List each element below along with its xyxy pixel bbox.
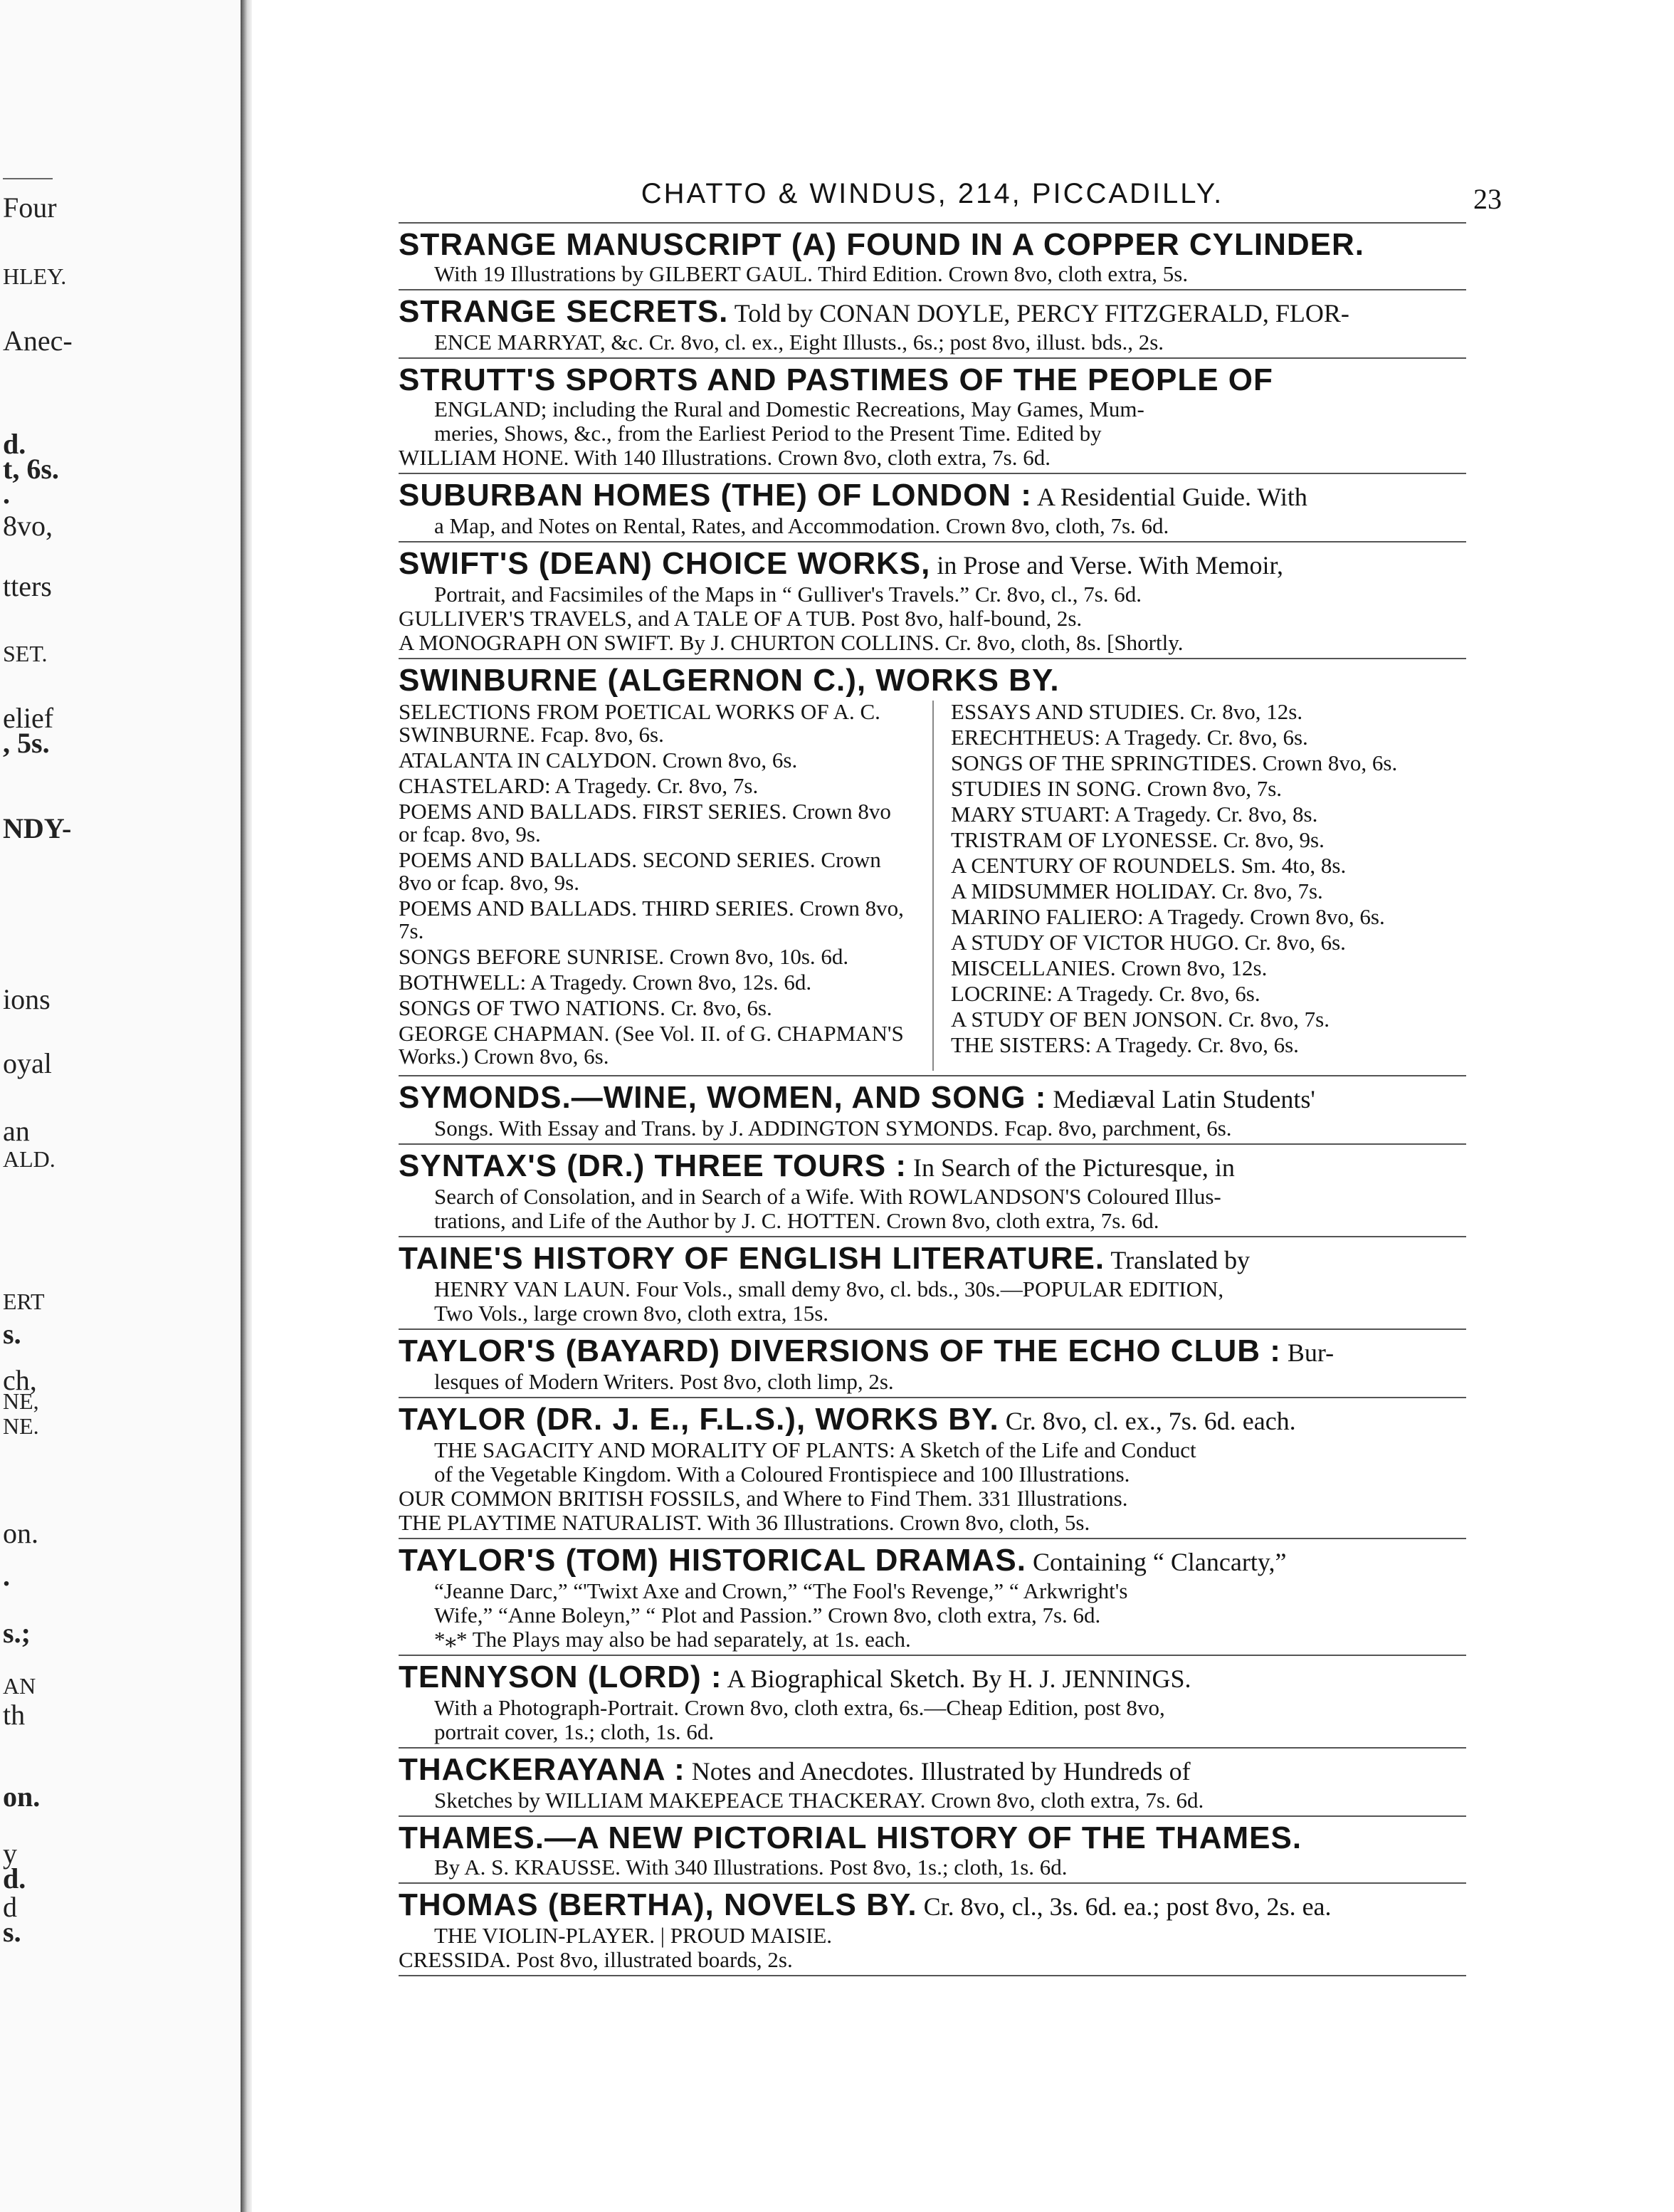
- swinburne-title: ERECHTHEUS: A Tragedy. Cr. 8vo, 6s.: [951, 725, 1308, 750]
- entry-heading: TAYLOR (DR. J. E., F.L.S.), WORKS BY.: [399, 1402, 999, 1437]
- gutter-fragment: an: [3, 1115, 30, 1147]
- gutter-fragment: d: [3, 1891, 17, 1923]
- header-rule: [399, 222, 1466, 224]
- entry-rule: [399, 1236, 1466, 1237]
- entry-heading-line: [399, 295, 1466, 330]
- gutter-fragment: ALD.: [3, 1146, 56, 1172]
- swinburne-left-column: [399, 701, 911, 1071]
- entry-heading: THOMAS (BERTHA), NOVELS BY.: [399, 1887, 917, 1922]
- entry-detail-line: Search of Consolation, and in Search of a Wife. With ROWLANDSON'S Coloured Illus-: [434, 1184, 1221, 1209]
- gutter-fragment: tters: [3, 570, 52, 602]
- entry-rule: [399, 541, 1466, 542]
- entry-heading-line: [399, 547, 1466, 582]
- catalogue-entry: [399, 363, 1466, 470]
- entry-heading-line: [399, 1660, 1466, 1696]
- entry-heading-line: [399, 228, 1466, 262]
- gutter-fragment: Four: [3, 192, 57, 224]
- catalogue-entry: [399, 1660, 1466, 1744]
- entry-heading-line: [399, 478, 1466, 514]
- entry-heading: THAMES.—A NEW PICTORIAL HISTORY OF THE THAMES.: [399, 1820, 1302, 1855]
- entry-detail-line: With a Photograph-Portrait. Crown 8vo, cloth extra, 6s.—Cheap Edition, post 8vo,: [434, 1695, 1165, 1720]
- entry-rule: [399, 1397, 1466, 1398]
- entry-detail-line: trations, and Life of the Author by J. C. HOTTEN. Crown 8vo, cloth extra, 7s. 6d.: [434, 1208, 1159, 1233]
- entry-heading-line: [399, 1403, 1466, 1438]
- swinburne-entry: [399, 664, 1466, 1071]
- entry-heading: STRANGE SECRETS.: [399, 294, 729, 329]
- swinburne-title: CHASTELARD: A Tragedy. Cr. 8vo, 7s.: [399, 773, 759, 798]
- gutter-fragment: 8vo,: [3, 510, 53, 542]
- book-spine: [241, 0, 252, 2212]
- swinburne-title: LOCRINE: A Tragedy. Cr. 8vo, 6s.: [951, 981, 1260, 1006]
- gutter-fragment: oyal: [3, 1047, 52, 1079]
- entry-detail-line: ENGLAND; including the Rural and Domestic Recreations, May Games, Mum-: [434, 397, 1144, 421]
- entry-detail-line: HENRY VAN LAUN. Four Vols., small demy 8vo, cl. bds., 30s.—POPULAR EDITION,: [434, 1277, 1224, 1301]
- gutter-fragment: ch,: [3, 1364, 37, 1396]
- gutter-fragment: NDY-: [3, 812, 72, 844]
- catalogue-entry: [399, 1242, 1466, 1326]
- entry-detail-line: Two Vols., large crown 8vo, cloth extra, 15s.: [434, 1301, 829, 1326]
- entry-detail-line: lesques of Modern Writers. Post 8vo, cloth limp, 2s.: [434, 1369, 894, 1394]
- swinburne-right-column: [932, 701, 1466, 1071]
- swinburne-title: BOTHWELL: A Tragedy. Crown 8vo, 12s. 6d.: [399, 970, 812, 995]
- gutter-fragment: SET.: [3, 641, 48, 666]
- entry-detail-line: THE PLAYTIME NATURALIST. With 36 Illustrations. Crown 8vo, cloth, 5s.: [399, 1510, 1090, 1535]
- entry-heading: SWINBURNE (ALGERNON C.), WORKS BY.: [399, 663, 1060, 698]
- catalogue-entry: [399, 478, 1466, 538]
- gutter-fragment: .: [3, 478, 10, 510]
- entry-heading-tail: Mediæval Latin Students': [1046, 1085, 1315, 1113]
- swinburne-title: A MIDSUMMER HOLIDAY. Cr. 8vo, 7s.: [951, 879, 1323, 903]
- swinburne-title: A STUDY OF VICTOR HUGO. Cr. 8vo, 6s.: [951, 930, 1346, 955]
- gutter-fragment: Anec-: [3, 325, 73, 357]
- entry-rule: [399, 473, 1466, 474]
- entry-rule: [399, 1882, 1466, 1884]
- entry-detail-line: Wife,” “Anne Boleyn,” “ Plot and Passion.” Crown 8vo, cloth extra, 7s. 6d.: [434, 1603, 1101, 1627]
- entries-block-2: [399, 1081, 1466, 1976]
- swinburne-title: GEORGE CHAPMAN. (See Vol. II. of G. CHAPMAN'S Works.) Crown 8vo, 6s.: [399, 1021, 904, 1069]
- swinburne-title: SONGS BEFORE SUNRISE. Crown 8vo, 10s. 6d.: [399, 944, 849, 969]
- entry-heading: STRUTT'S SPORTS AND PASTIMES OF THE PEOPLE OF: [399, 362, 1273, 397]
- gutter-fragment: s.: [3, 1318, 21, 1350]
- gutter-fragment: ERT: [3, 1289, 45, 1314]
- gutter-fragment: d.: [3, 1862, 26, 1894]
- entry-heading-tail: in Prose and Verse. With Memoir,: [930, 551, 1284, 580]
- catalogue-entry: [399, 228, 1466, 286]
- gutter-fragment: on.: [3, 1517, 38, 1549]
- catalogue-entry: [399, 295, 1466, 355]
- catalogue-entry: [399, 1403, 1466, 1535]
- entry-detail-line: WILLIAM HONE. With 140 Illustrations. Crown 8vo, cloth extra, 7s. 6d.: [399, 445, 1051, 470]
- entry-heading-tail: Cr. 8vo, cl. ex., 7s. 6d. each.: [999, 1407, 1296, 1435]
- swinburne-title: POEMS AND BALLADS. FIRST SERIES. Crown 8vo or fcap. 8vo, 9s.: [399, 799, 891, 846]
- gutter-fragment: th: [3, 1699, 26, 1731]
- entry-heading: SUBURBAN HOMES (THE) OF LONDON :: [399, 478, 1032, 513]
- swinburne-title: THE SISTERS: A Tragedy. Cr. 8vo, 6s.: [951, 1032, 1299, 1057]
- catalogue-entry: [399, 1334, 1466, 1394]
- catalogue-entry: [399, 547, 1466, 655]
- header-title: CHATTO & WINDUS, 214, PICCADILLY.: [641, 178, 1224, 209]
- entry-heading-tail: Translated by: [1105, 1246, 1251, 1274]
- entry-heading: SYNTAX'S (DR.) THREE TOURS :: [399, 1148, 907, 1183]
- catalogue-entry: [399, 1149, 1466, 1233]
- catalogue-entry: [399, 1821, 1466, 1880]
- entry-detail-line: of the Vegetable Kingdom. With a Coloured Frontispiece and 100 Illustrations.: [434, 1462, 1130, 1487]
- entry-heading: SYMONDS.—WINE, WOMEN, AND SONG :: [399, 1080, 1047, 1115]
- catalogue-entry: [399, 1543, 1466, 1652]
- entry-heading-tail: Bur-: [1280, 1338, 1335, 1367]
- entry-detail-line: Songs. With Essay and Trans. by J. ADDINGTON SYMONDS. Fcap. 8vo, parchment, 6s.: [434, 1116, 1232, 1141]
- entry-detail-line: THE SAGACITY AND MORALITY OF PLANTS: A Sketch of the Life and Conduct: [434, 1437, 1196, 1462]
- entry-detail-line: Sketches by WILLIAM MAKEPEACE THACKERAY. Crown 8vo, cloth extra, 7s. 6d.: [434, 1788, 1204, 1813]
- swinburne-title: A STUDY OF BEN JONSON. Cr. 8vo, 7s.: [951, 1007, 1330, 1032]
- running-header: [399, 178, 1502, 219]
- swinburne-title: ATALANTA IN CALYDON. Crown 8vo, 6s.: [399, 748, 798, 772]
- entry-heading-tail: Containing “ Clancarty,”: [1026, 1548, 1287, 1576]
- page-number: 23: [1473, 183, 1502, 215]
- entry-detail-line: portrait cover, 1s.; cloth, 1s. 6d.: [434, 1719, 715, 1744]
- gutter-fragment: t, 6s.: [3, 453, 59, 485]
- swinburne-title: SONGS OF TWO NATIONS. Cr. 8vo, 6s.: [399, 995, 772, 1020]
- entry-heading-tail: Told by CONAN DOYLE, PERCY FITZGERALD, FLOR-: [728, 299, 1349, 327]
- swinburne-title: SONGS OF THE SPRINGTIDES. Crown 8vo, 6s.: [951, 750, 1398, 775]
- gutter-fragment: HLEY.: [3, 263, 67, 289]
- swinburne-title: TRISTRAM OF LYONESSE. Cr. 8vo, 9s.: [951, 827, 1325, 852]
- entries-block-1: [399, 228, 1466, 659]
- swinburne-columns: [399, 701, 1466, 1071]
- entry-heading: THACKERAYANA :: [399, 1752, 685, 1787]
- entry-heading-tail: Cr. 8vo, cl., 3s. 6d. ea.; post 8vo, 2s. ea.: [917, 1892, 1332, 1921]
- swinburne-title: POEMS AND BALLADS. THIRD SERIES. Crown 8vo, 7s.: [399, 896, 904, 943]
- entry-heading-line: [399, 1543, 1466, 1579]
- swinburne-title: MARINO FALIERO: A Tragedy. Crown 8vo, 6s.: [951, 904, 1385, 929]
- catalogue-page: [399, 178, 1502, 1981]
- gutter-fragment: NE,: [3, 1388, 39, 1414]
- gutter-fragment: elief: [3, 702, 54, 734]
- entry-detail-line: meries, Shows, &c., from the Earliest Period to the Present Time. Edited by: [434, 421, 1102, 446]
- entry-rule: [399, 1538, 1466, 1539]
- swinburne-title: A CENTURY OF ROUNDELS. Sm. 4to, 8s.: [951, 853, 1347, 878]
- entry-detail-line: OUR COMMON BRITISH FOSSILS, and Where to Find Them. 331 Illustrations.: [399, 1486, 1128, 1511]
- entry-heading-tail: A Biographical Sketch. By H. J. JENNINGS.: [722, 1665, 1191, 1693]
- gutter-fragment: , 5s.: [3, 727, 50, 759]
- entry-rule: [399, 1328, 1466, 1330]
- swinburne-title: MISCELLANIES. Crown 8vo, 12s.: [951, 955, 1268, 980]
- catalogue-entry: [399, 1888, 1466, 1972]
- entry-heading: STRANGE MANUSCRIPT (A) FOUND IN A COPPER CYLINDER.: [399, 227, 1364, 262]
- entry-detail-line: With 19 Illustrations by GILBERT GAUL. Third Edition. Crown 8vo, cloth extra, 5s.: [434, 261, 1189, 286]
- entry-rule: [399, 658, 1466, 659]
- catalogue-entry: [399, 1081, 1466, 1141]
- entry-rule: [399, 1747, 1466, 1749]
- entry-detail-line: ENCE MARRYAT, &c. Cr. 8vo, cl. ex., Eight Illusts., 6s.; post 8vo, illust. bds., 2s.: [434, 330, 1164, 355]
- gutter-fragment: .: [3, 1560, 10, 1592]
- swinburne-title: SELECTIONS FROM POETICAL WORKS OF A. C. SWINBURNE. Fcap. 8vo, 6s.: [399, 699, 880, 747]
- swinburne-title: STUDIES IN SONG. Crown 8vo, 7s.: [951, 776, 1283, 801]
- entry-heading: SWIFT'S (DEAN) CHOICE WORKS,: [399, 546, 931, 581]
- entry-detail-line: *⁎* The Plays may also be had separately, at 1s. each.: [434, 1627, 911, 1652]
- entry-heading-line: [399, 1149, 1466, 1185]
- entry-rule: [399, 357, 1466, 359]
- entry-heading-line: [399, 1081, 1466, 1116]
- entry-heading-line: [399, 1753, 1466, 1788]
- entry-rule: [399, 1655, 1466, 1656]
- entry-rule: [399, 1815, 1466, 1817]
- gutter-fragment: s.;: [3, 1617, 31, 1649]
- entry-detail-line: “Jeanne Darc,” “'Twixt Axe and Crown,” “The Fool's Revenge,” “ Arkwright's: [434, 1578, 1128, 1603]
- entry-heading-tail: A Residential Guide. With: [1031, 483, 1307, 511]
- gutter-fragment: d.: [3, 428, 26, 460]
- entry-heading: TENNYSON (LORD) :: [399, 1660, 722, 1694]
- swinburne-title: POEMS AND BALLADS. SECOND SERIES. Crown 8vo or fcap. 8vo, 9s.: [399, 847, 881, 895]
- entry-detail-line: GULLIVER'S TRAVELS, and A TALE OF A TUB. Post 8vo, half-bound, 2s.: [399, 606, 1083, 631]
- gutter-fragment: AN: [3, 1673, 36, 1699]
- entry-detail-line: a Map, and Notes on Rental, Rates, and Accommodation. Crown 8vo, cloth, 7s. 6d.: [434, 513, 1169, 538]
- entry-heading-line: [399, 1242, 1466, 1277]
- catalogue-entry: [399, 1753, 1466, 1813]
- entry-detail-line: Portrait, and Facsimiles of the Maps in “ Gulliver's Travels.” Cr. 8vo, cl., 7s. 6d.: [434, 582, 1142, 607]
- entry-heading: TAYLOR'S (TOM) HISTORICAL DRAMAS.: [399, 1543, 1026, 1578]
- entry-detail-line: CRESSIDA. Post 8vo, illustrated boards, 2s.: [399, 1947, 793, 1972]
- entry-heading-line: [399, 1888, 1466, 1924]
- entry-heading-tail: Notes and Anecdotes. Illustrated by Hundreds of: [685, 1757, 1191, 1786]
- section-rule: [399, 1075, 1466, 1076]
- gutter-rule: [3, 178, 53, 179]
- entry-heading: TAINE'S HISTORY OF ENGLISH LITERATURE.: [399, 1241, 1105, 1276]
- entry-heading-line: [399, 1334, 1466, 1370]
- entry-detail-line: By A. S. KRAUSSE. With 340 Illustrations. Post 8vo, 1s.; cloth, 1s. 6d.: [434, 1855, 1068, 1880]
- entry-rule: [399, 1143, 1466, 1145]
- gutter-fragment: s.: [3, 1916, 21, 1948]
- entry-heading-line: [399, 1821, 1466, 1855]
- gutter-fragment: ions: [3, 983, 51, 1015]
- entry-heading: TAYLOR'S (BAYARD) DIVERSIONS OF THE ECHO CLUB :: [399, 1333, 1281, 1368]
- entry-rule: [399, 289, 1466, 290]
- entry-heading-line: [399, 363, 1466, 397]
- gutter-fragment: y: [3, 1838, 17, 1870]
- entry-rule: [399, 1975, 1466, 1976]
- entry-detail-line: A MONOGRAPH ON SWIFT. By J. CHURTON COLLINS. Cr. 8vo, cloth, 8s. [Shortly.: [399, 630, 1184, 655]
- swinburne-title: MARY STUART: A Tragedy. Cr. 8vo, 8s.: [951, 802, 1318, 827]
- entry-detail-line: THE VIOLIN-PLAYER. | PROUD MAISIE.: [434, 1923, 833, 1948]
- gutter-fragment: NE.: [3, 1413, 39, 1439]
- entry-heading-tail: In Search of the Picturesque, in: [906, 1153, 1235, 1182]
- swinburne-title: ESSAYS AND STUDIES. Cr. 8vo, 12s.: [951, 699, 1303, 724]
- gutter-fragment: on.: [3, 1781, 41, 1813]
